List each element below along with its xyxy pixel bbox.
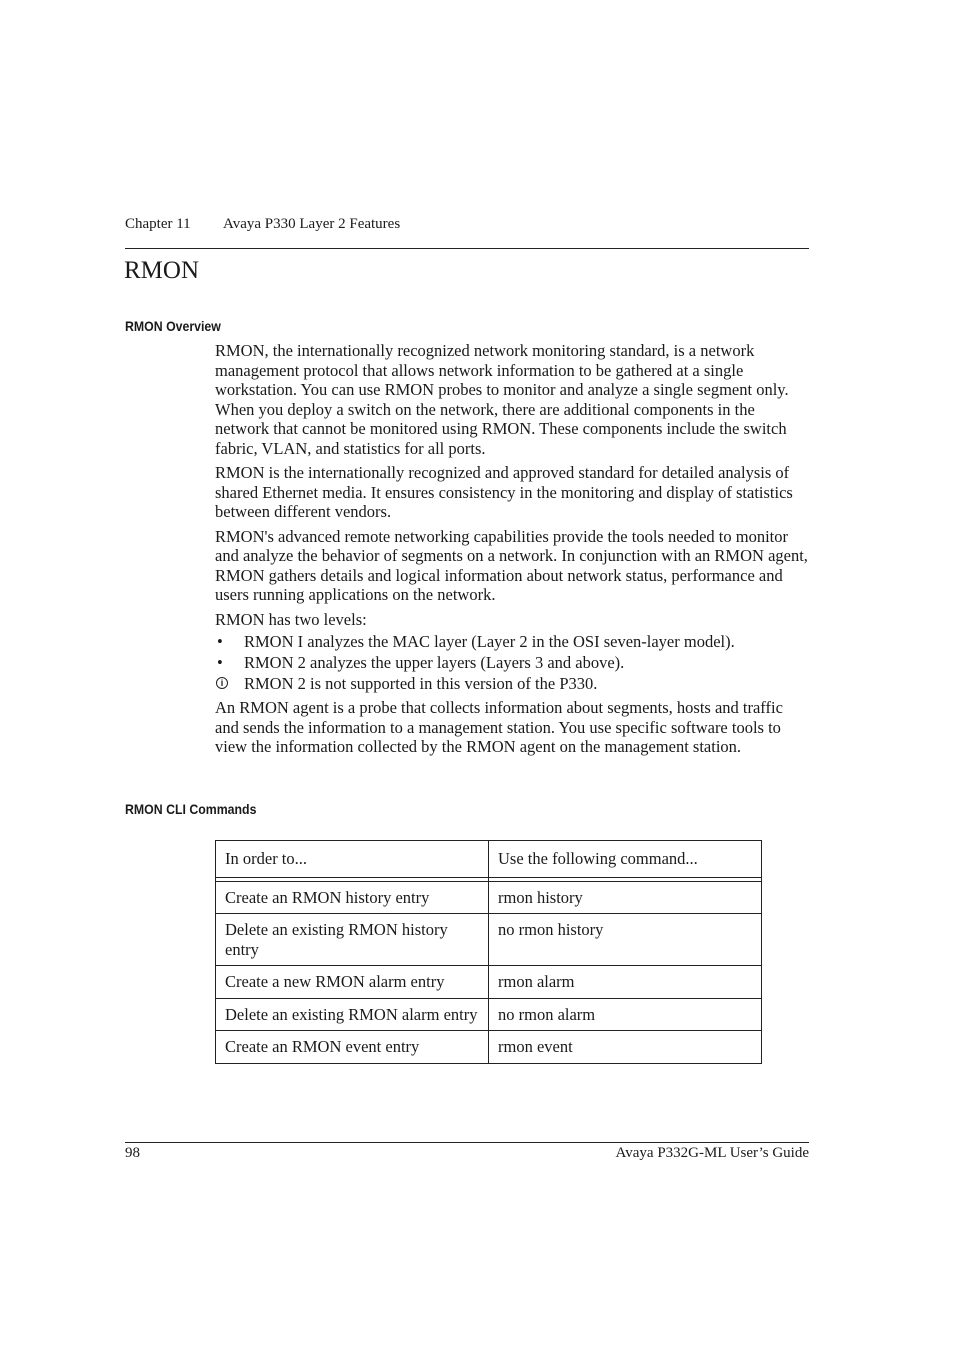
- info-icon: i: [216, 677, 228, 689]
- table-row: [216, 914, 762, 966]
- cli-heading: RMON CLI Commands: [125, 801, 257, 817]
- overview-paragraph: RMON is the internationally recognized and approved standard for detailed analysis of shared Ethernet media. It ensures consistency in the monitoring and display of statistics between different vendors.: [215, 463, 793, 521]
- table-cell-command: rmon history: [489, 881, 762, 914]
- running-footer: [125, 1142, 809, 1163]
- running-header: [125, 216, 809, 249]
- page-number: 98: [125, 1145, 140, 1161]
- bullet-text: RMON 2 analyzes the upper layers (Layers 3 and above).: [244, 653, 625, 672]
- overview-paragraph: RMON, the internationally recognized network monitoring standard, is a network management protocol that allows network information to be gathered at a single workstation. You can use RMON probes to monitor and analyze a single segment only. When you deploy a switch on the network, there are additional components in the network that cannot be monitored using RMON. These components include the switch fabric, VLAN, and statistics for all ports.: [215, 341, 789, 458]
- bullet-item: [215, 653, 809, 674]
- table-cell-command: rmon event: [489, 1031, 762, 1064]
- table-row: [216, 998, 762, 1031]
- bullet-glyph: •: [217, 653, 223, 672]
- table-cell-purpose: Delete an existing RMON alarm entry: [216, 998, 489, 1031]
- overview-body: [215, 341, 809, 762]
- table-cell-command: no rmon alarm: [489, 998, 762, 1031]
- section-title: RMON: [124, 257, 200, 284]
- table-header-row: [216, 841, 762, 878]
- bullet-item: [215, 632, 809, 653]
- column-header: Use the following command...: [489, 841, 762, 878]
- chapter-title: Avaya P330 Layer 2 Features: [223, 216, 401, 232]
- commands-table: [215, 840, 762, 1064]
- bullet-glyph: •: [217, 632, 223, 651]
- table-row: [216, 1031, 762, 1064]
- overview-paragraph: An RMON agent is a probe that collects information about segments, hosts and traffic and sends the information to a management station. You use specific software tools to view the information collected by the RMON agent on the management station.: [215, 698, 783, 756]
- table-cell-purpose: Create a new RMON alarm entry: [216, 966, 489, 999]
- table-cell-purpose: Create an RMON event entry: [216, 1031, 489, 1064]
- note-text: RMON 2 is not supported in this version of the P330.: [244, 674, 598, 693]
- table-cell-command: rmon alarm: [489, 966, 762, 999]
- table-row: [216, 881, 762, 914]
- overview-paragraph: RMON has two levels:: [215, 609, 367, 629]
- table-row: [216, 966, 762, 999]
- overview-heading: RMON Overview: [125, 318, 221, 334]
- table-cell-purpose: Create an RMON history entry: [216, 881, 489, 914]
- column-header: In order to...: [216, 841, 489, 878]
- guide-title: Avaya P332G-ML User’s Guide: [615, 1145, 809, 1161]
- overview-paragraph: RMON's advanced remote networking capabilities provide the tools needed to monitor and analyze the behavior of segments on a network. In conjunction with an RMON agent, RMON gathers details and logical information about network status, performance and users running applications on the network.: [215, 526, 808, 604]
- table-cell-purpose: Delete an existing RMON history entry: [216, 914, 489, 966]
- bullet-text: RMON I analyzes the MAC layer (Layer 2 in the OSI seven-layer model).: [244, 632, 735, 651]
- note-item: [215, 674, 809, 695]
- chapter-number: Chapter 11: [125, 216, 191, 232]
- table-cell-command: no rmon history: [489, 914, 762, 966]
